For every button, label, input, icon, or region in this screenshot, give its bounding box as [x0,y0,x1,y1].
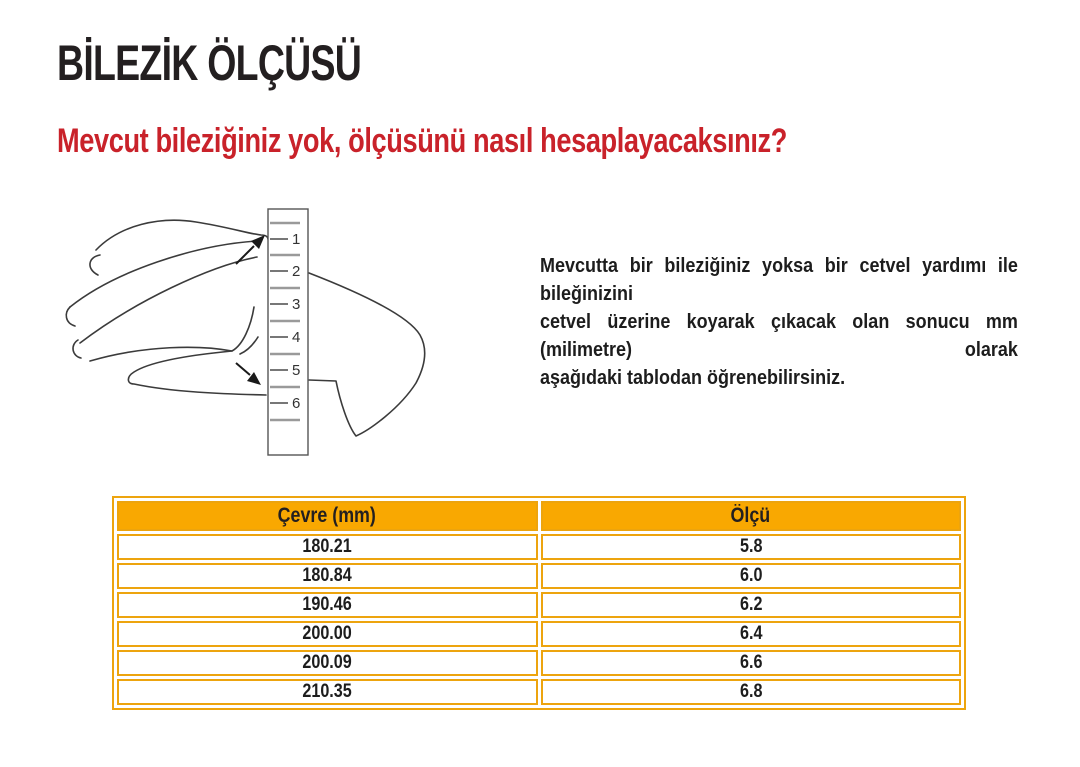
wrist-outline [309,273,425,436]
size-value: 6.2 [739,594,762,615]
circumference-cell [117,534,538,560]
size-cell [541,592,962,618]
hand-ruler-drawing [60,193,460,468]
column-header-size-label: Ölçü [730,504,771,527]
column-header-circumference-label: Çevre (mm) [278,504,377,527]
column-header-size [541,501,962,531]
size-cell [541,534,962,560]
circumference-value: 200.09 [302,652,352,673]
table-row [117,679,961,705]
table-row [117,592,961,618]
table-header-row [117,501,961,531]
description-line-2: cetvel üzerine koyarak çıkacak olan sonucu mm (milimetre) olarak [540,311,1018,361]
circumference-value: 200.00 [302,623,352,644]
circumference-cell [117,679,538,705]
middle-finger-line [80,257,257,343]
circumference-value: 180.21 [302,536,352,557]
ring-finger-outline [90,307,254,361]
size-value: 6.6 [739,652,762,673]
size-cell [541,621,962,647]
size-cell [541,563,962,589]
size-table [112,496,966,710]
index-finger-line [70,241,257,307]
size-value: 6.8 [739,681,762,702]
ruler-number-6: 6 [292,395,301,412]
size-value: 6.0 [739,565,762,586]
pinky-finger-outline [128,351,266,395]
circumference-cell [117,621,538,647]
size-cell [541,650,962,676]
hand-ruler-illustration [60,193,460,468]
circumference-cell [117,563,538,589]
size-table-header [117,501,961,531]
circumference-cell [117,650,538,676]
circumference-value: 190.46 [302,594,352,615]
table-row [117,534,961,560]
description-text [540,252,1018,392]
size-value: 5.8 [739,536,762,557]
hand-top-outline [96,220,268,250]
ruler-number-1: 1 [292,231,301,248]
thumb-outline [90,255,100,275]
size-value: 6.4 [739,623,762,644]
table-row [117,621,961,647]
table-row [117,650,961,676]
size-cell [541,679,962,705]
ruler [268,209,308,455]
circumference-cell [117,592,538,618]
subtitle-question: Mevcut bileziğiniz yok, ölçüsünü nasıl hesaplayacaksınız? [57,122,787,160]
description-line-1: Mevcutta bir bileziğiniz yoksa bir cetvel yardımı ile bileğinizini [540,255,1018,305]
ruler-number-2: 2 [292,263,301,280]
circumference-value: 180.84 [302,565,352,586]
size-table-body [117,534,961,705]
ruler-number-5: 5 [292,362,301,379]
arrow-lower-icon [236,363,261,385]
ruler-number-4: 4 [292,329,301,346]
ruler-number-3: 3 [292,296,301,313]
folded-finger-knuckle-1 [66,307,75,326]
description-line-3: aşağıdaki tablodan öğrenebilirsiniz. [540,367,846,389]
page-title: BİLEZİK ÖLÇÜSÜ [57,35,362,91]
table-row [117,563,961,589]
arrow-upper-icon [236,235,265,264]
circumference-value: 210.35 [302,681,352,702]
column-header-circumference [117,501,538,531]
